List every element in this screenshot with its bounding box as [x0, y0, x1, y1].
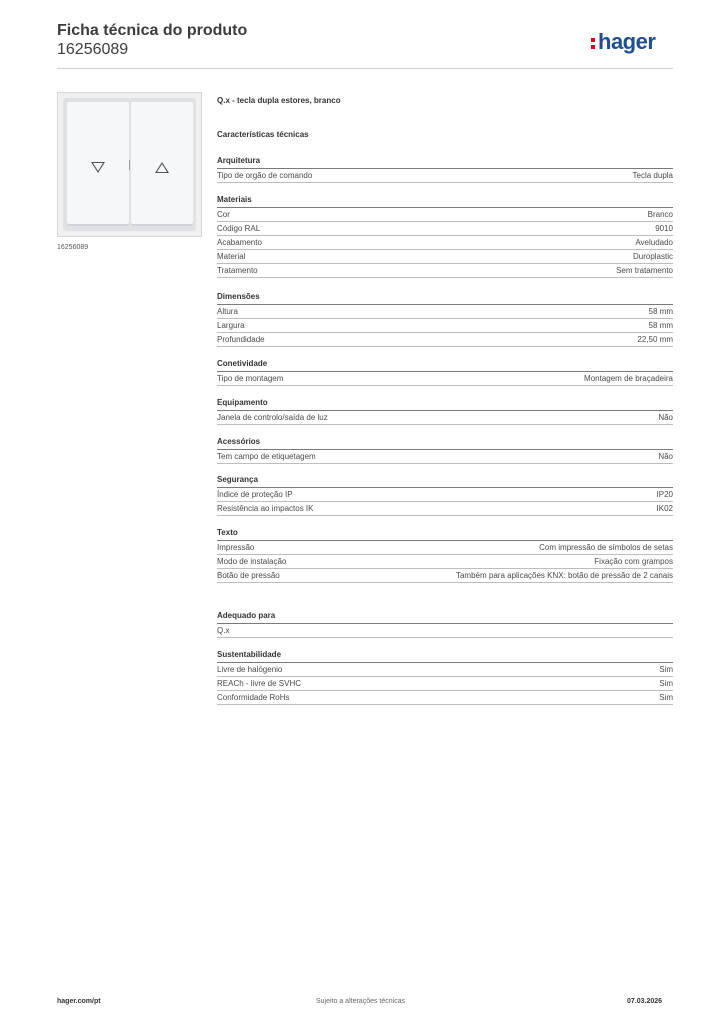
rocker-right: [131, 102, 193, 226]
spec-value: Sim: [659, 693, 673, 702]
arrow-down-triangle-icon: [91, 162, 105, 173]
section-title: Segurança: [217, 475, 258, 484]
spec-row: [217, 249, 673, 263]
spec-key: Cor: [217, 210, 230, 219]
logo-text: hager: [598, 29, 656, 54]
page-title: Ficha técnica do produto: [57, 22, 248, 39]
spec-row: [217, 332, 673, 346]
spec-key: Resistência ao impactos IK: [217, 504, 314, 513]
spec-key: Tratamento: [217, 266, 258, 275]
footer-date: 07.03.2026: [627, 998, 663, 1005]
spec-value: Com impressão de símbolos de setas: [539, 543, 673, 552]
spec-row: [217, 623, 673, 637]
spec-key: Janela de controlo/saída de luz: [217, 413, 328, 422]
section-divider: [217, 463, 673, 464]
section-title: Adequado para: [217, 611, 276, 620]
section-divider: [217, 637, 673, 638]
product-image: [57, 92, 202, 237]
spec-value: 22,50 mm: [637, 335, 673, 344]
spec-row: [217, 540, 673, 554]
section-title: Acessórios: [217, 437, 261, 446]
spec-value: Aveludado: [635, 238, 673, 247]
spec-key: Impressão: [217, 543, 255, 552]
spec-row: [217, 690, 673, 704]
section-divider: [217, 182, 673, 183]
spec-key: REACh - livre de SVHC: [217, 679, 302, 688]
spec-key: Botão de pressão: [217, 571, 280, 580]
section-title: Arquitetura: [217, 156, 261, 165]
product-code: 16256089: [57, 41, 129, 58]
spec-value: Branco: [647, 210, 673, 219]
spec-value: Não: [658, 413, 673, 422]
spec-key: Tem campo de etiquetagem: [217, 452, 316, 461]
section-title: Materiais: [217, 195, 252, 204]
spec-key: Conformidade RoHs: [217, 693, 290, 702]
section-divider: [217, 385, 673, 386]
arrow-up-triangle-icon: [155, 162, 169, 173]
spec-value: Duroplastic: [632, 252, 673, 261]
spec-key: Largura: [217, 321, 245, 330]
spec-row: [217, 263, 673, 277]
spec-row: [217, 662, 673, 676]
section-title: Equipamento: [217, 398, 268, 407]
section-divider: [217, 277, 673, 278]
image-caption: 16256089: [57, 244, 89, 251]
spec-value: Tecla dupla: [632, 171, 673, 180]
spec-row: [217, 568, 673, 582]
spec-key: Altura: [217, 307, 238, 316]
spec-value: Não: [658, 452, 673, 461]
spec-value: Fixação com grampos: [594, 557, 673, 566]
spec-row: [217, 221, 673, 235]
spec-row: [217, 449, 673, 463]
spec-value: Sim: [659, 665, 673, 674]
hager-logo[interactable]: [591, 30, 655, 54]
spec-row: [217, 168, 673, 182]
spec-row: [217, 554, 673, 568]
spec-row: [217, 410, 673, 424]
section-title: Sustentabilidade: [217, 650, 282, 659]
section-title: Dimensões: [217, 292, 260, 301]
spec-row: [217, 371, 673, 385]
footer-website[interactable]: hager.com/pt: [57, 998, 101, 1005]
spec-row: [217, 676, 673, 690]
spec-key: Profundidade: [217, 335, 265, 344]
section-divider: [217, 704, 673, 705]
footer-notice: Sujeito a alterações técnicas: [316, 998, 406, 1005]
spec-key: Índice de proteção IP: [217, 490, 293, 499]
logo-dots-icon: [591, 36, 597, 50]
spec-key: Tipo de orgão de comando: [217, 171, 313, 180]
spec-key: Modo de instalação: [217, 557, 287, 566]
spec-value: IK02: [656, 504, 673, 513]
indicator-line: [129, 160, 130, 170]
spec-row: [217, 235, 673, 249]
spec-value: Sem tratamento: [616, 266, 673, 275]
spec-value: 58 mm: [648, 321, 673, 330]
spec-value: 58 mm: [648, 307, 673, 316]
spec-row: [217, 304, 673, 318]
spec-row: [217, 318, 673, 332]
spec-row: [217, 487, 673, 501]
spec-value: Montagem de braçadeira: [584, 374, 673, 383]
section-divider: [217, 515, 673, 516]
tech-heading: Características técnicas: [217, 130, 309, 139]
section-title: Conetividade: [217, 359, 268, 368]
spec-value: 9010: [655, 224, 673, 233]
spec-key: Tipo de montagem: [217, 374, 284, 383]
switch-plate: [63, 98, 196, 231]
spec-value: Sim: [659, 679, 673, 688]
spec-key: Código RAL: [217, 224, 261, 233]
spec-key: Q.x: [217, 626, 230, 635]
section-divider: [217, 424, 673, 425]
spec-key: Livre de halógenio: [217, 665, 283, 674]
spec-value: IP20: [656, 490, 673, 499]
spec-key: Material: [217, 252, 246, 261]
header-divider: [57, 68, 673, 69]
spec-value: Também para aplicações KNX: botão de pressão de 2 canais: [455, 571, 673, 580]
section-divider: [217, 582, 673, 583]
spec-key: Acabamento: [217, 238, 262, 247]
rocker-left: [67, 102, 129, 226]
spec-row: [217, 501, 673, 515]
spec-row: [217, 207, 673, 221]
section-divider: [217, 346, 673, 347]
section-title: Texto: [217, 528, 238, 537]
product-name: Q.x - tecla dupla estores, branco: [217, 96, 341, 105]
